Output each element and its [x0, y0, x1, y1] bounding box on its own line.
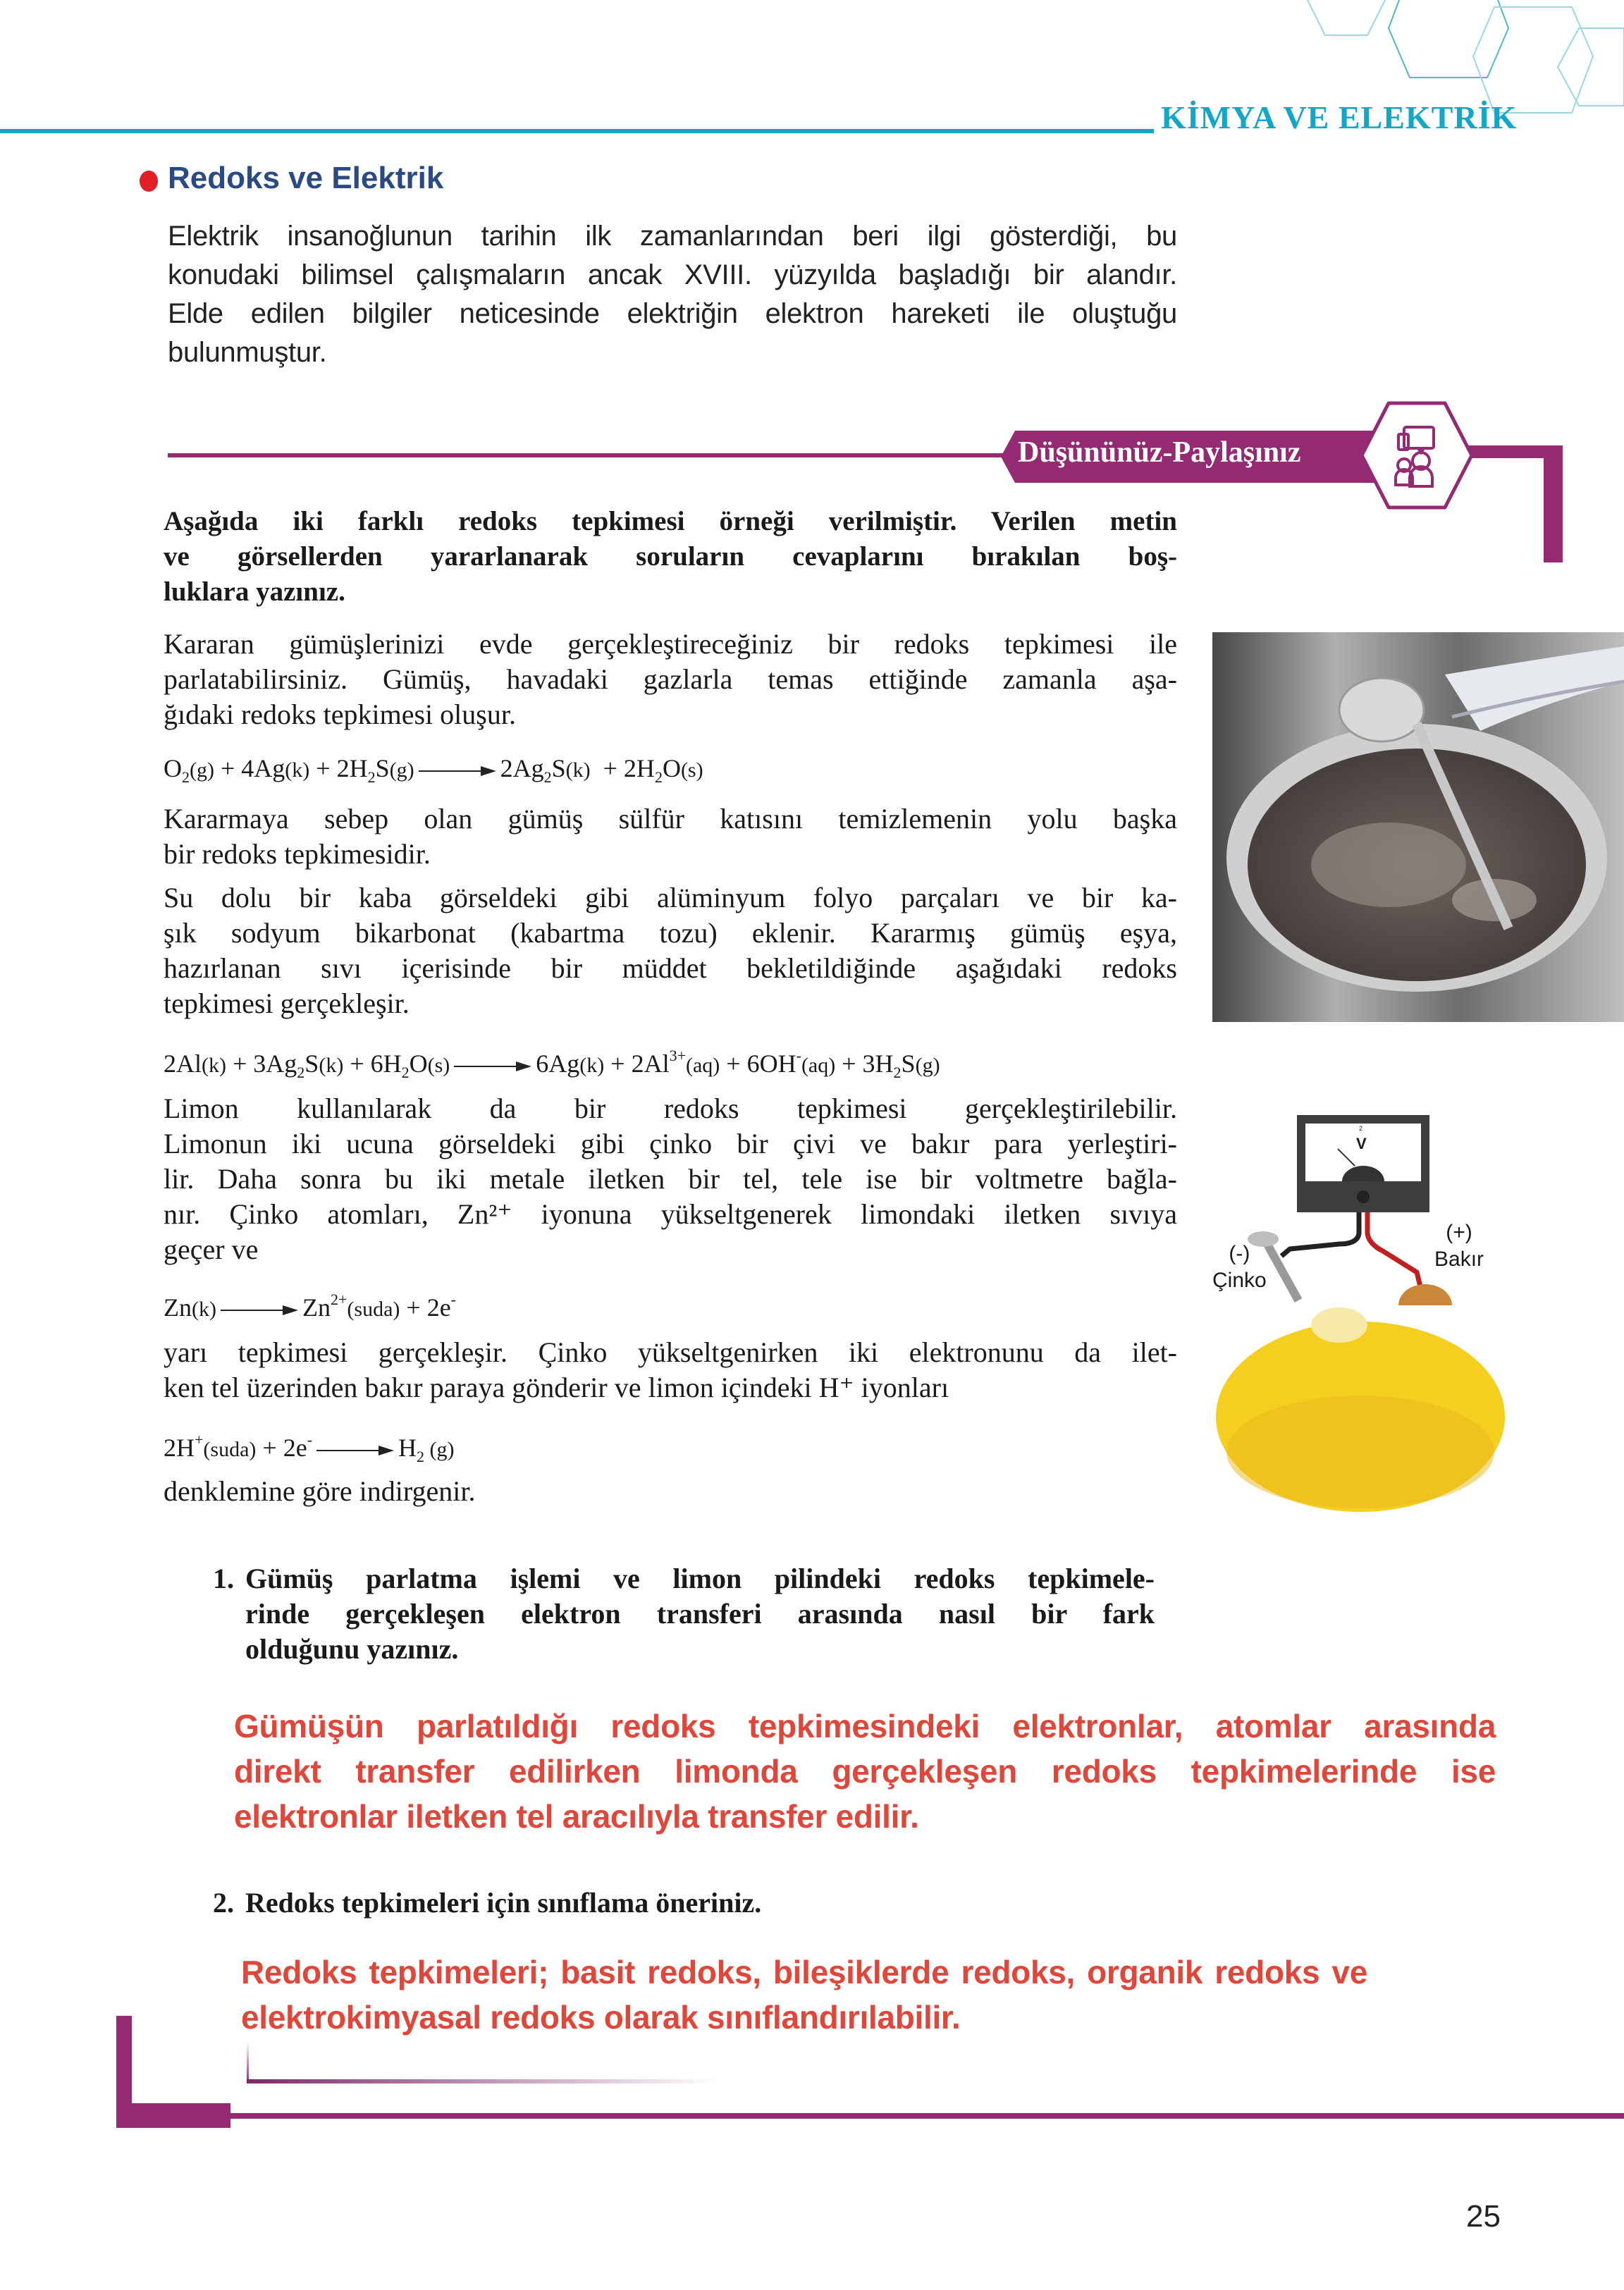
text-line: Kararan gümüşlerinizi evde gerçekleştireceğiniz bir redoks tepkimesi ile — [164, 628, 1177, 660]
formula-text: + 2e — [256, 1434, 307, 1462]
answer-1 — [234, 1704, 1496, 1839]
header-rule — [0, 129, 1154, 133]
text-line: lir. Daha sonra bu iki metale iletken bir tel, tele ise bir voltmetre bağla- — [164, 1163, 1177, 1195]
formula-text: + 3H — [835, 1049, 894, 1078]
state-label: (k) — [202, 1054, 226, 1077]
formula-text: S — [551, 754, 566, 782]
text-line: elektronlar iletken tel aracılıyla transfer edilir. — [234, 1798, 919, 1835]
text-line: yarı tepkimesi gerçekleşir. Çinko yükseltgenirken iki elektronunu da ilet- — [164, 1336, 1177, 1368]
state-label: (s) — [680, 758, 703, 782]
text-line: ve görsellerden yararlanarak soruların cevaplarını bırakılan boş- — [164, 541, 1177, 572]
superscript: - — [450, 1291, 456, 1308]
text-line: Elde edilen bilgiler neticesinde elektriğin elektron hareketi ile oluştuğu — [168, 298, 1177, 329]
superscript: - — [796, 1047, 801, 1064]
state-label: (k) — [319, 1054, 344, 1077]
voltmeter-scale-mark: 2 — [1359, 1125, 1363, 1132]
text-line: bir redoks tepkimesidir. — [164, 838, 431, 870]
subscript: 2 — [297, 1064, 305, 1081]
superscript: - — [307, 1431, 313, 1448]
formula-text: O — [164, 754, 182, 782]
text-line: şık sodyum bikarbonat (kabartma tozu) eklenir. Kararmış gümüş eşya, — [164, 917, 1177, 949]
subscript: 2 — [893, 1064, 902, 1081]
chapter-title: KİMYA VE ELEKTRİK — [1161, 99, 1518, 135]
text-line: luklara yazınız. — [164, 577, 345, 607]
intro-paragraph — [168, 217, 1177, 372]
superscript: 2+ — [330, 1291, 347, 1308]
state-label: (g) — [190, 758, 214, 782]
text-line: Limonun iki ucuna görseldeki gibi çinko bir çivi ve bakır para yerleştiri- — [164, 1128, 1177, 1159]
superscript: + — [195, 1431, 204, 1448]
state-label: (k) — [285, 758, 310, 782]
text-line: ken tel üzerinden bakır paraya gönderir ve limon içindeki H⁺ iyonları — [164, 1372, 949, 1403]
reaction-arrow-icon — [454, 1059, 531, 1073]
text-line: Su dolu bir kaba görseldeki gibi alüminyum folyo parçaları ve bir ka- — [164, 882, 1177, 913]
negative-sign-label: (-) — [1229, 1242, 1250, 1265]
state-label: (aq) — [686, 1054, 720, 1077]
text-line: Gümüş parlatma işlemi ve limon pilindeki redoks tepkimele- — [245, 1563, 1155, 1594]
text-line: parlatabilirsiniz. Gümüş, havadaki gazlarla temas ettiğinde zamanla aşa- — [164, 663, 1177, 695]
text-line: olduğunu yazınız. — [245, 1633, 459, 1665]
subscript: 2 — [417, 1448, 425, 1465]
state-label: (suda) — [347, 1298, 400, 1321]
formula-text: O — [662, 754, 681, 782]
text-line: denklemine göre indirgenir. — [164, 1475, 476, 1507]
formula-text: S — [375, 754, 390, 782]
paragraph-electron-transfer — [164, 1335, 1177, 1405]
text-line: elektrokimyasal redoks olarak sınıflandırılabilir. — [241, 1999, 961, 2036]
question-2-number: 2. — [213, 1887, 234, 1919]
reaction-arrow-icon — [221, 1303, 298, 1317]
formula-text: + 2Al — [604, 1049, 670, 1078]
subscript: 2 — [367, 768, 376, 786]
state-label: (suda) — [203, 1438, 257, 1461]
formula-text: + 3Ag — [226, 1049, 297, 1078]
bullet-dot-icon — [140, 171, 158, 192]
state-label: (s) — [427, 1054, 450, 1077]
reaction-arrow-icon — [419, 764, 496, 778]
formula-text: 2H — [164, 1434, 195, 1462]
paragraph-silver-tarnish — [164, 627, 1177, 732]
formula-text: Zn — [164, 1293, 192, 1322]
text-line: nır. Çinko atomları, Zn²⁺ iyonuna yükseltgenerek limondaki iletken sıvıya — [164, 1198, 1177, 1230]
paragraph-cleaning — [164, 801, 1177, 872]
paragraph-conclusion — [164, 1474, 1177, 1509]
formula-text: 2Al — [164, 1049, 202, 1078]
text-line: direkt transfer edilirken limonda gerçekleşen redoks tepkimelerinde ise — [234, 1753, 1496, 1790]
subscript: 2 — [182, 768, 190, 786]
text-line: Aşağıda iki farklı redoks tepkimesi örneği verilmiştir. Verilen metin — [164, 506, 1177, 536]
text-line: geçer ve — [164, 1233, 259, 1265]
formula-text: S — [901, 1049, 916, 1078]
equation-tarnish — [164, 751, 703, 795]
question-1-text — [245, 1561, 1155, 1667]
text-line: Gümüşün parlatıldığı redoks tepkimesindeki elektronlar, atomlar arasında — [234, 1708, 1496, 1744]
formula-text: + 4Ag — [214, 754, 285, 782]
formula-text: + 2e — [400, 1293, 451, 1322]
text-line: tepkimesi gerçekleşir. — [164, 987, 410, 1019]
silver-spoon-in-pot-photo — [1212, 632, 1624, 1022]
paragraph-lemon — [164, 1091, 1177, 1267]
zinc-label: Çinko — [1212, 1269, 1267, 1292]
section-title: Redoks ve Elektrik — [168, 161, 444, 195]
formula-text: 2Ag — [500, 754, 544, 782]
formula-text: O — [409, 1049, 428, 1078]
text-line: Limon kullanılarak da bir redoks tepkimesi gerçekleştirilebilir. — [164, 1092, 1177, 1124]
formula-text: S — [304, 1049, 319, 1078]
equation-zinc-oxidation — [164, 1282, 456, 1327]
formula-text: + 2H — [590, 754, 655, 782]
text-line: Elektrik insanoğlunun tarihin ilk zamanlarından beri ilgi gösterdiği, bu — [168, 221, 1177, 252]
positive-sign-label: (+) — [1446, 1221, 1472, 1244]
state-label: (k) — [565, 758, 591, 782]
text-line: ğıdaki redoks tepkimesi oluşur. — [164, 698, 516, 730]
page-number: 25 — [1466, 2199, 1501, 2234]
text-line: hazırlanan sıvı içerisinde bir müddet bekletildiğinde aşağıdaki redoks — [164, 952, 1177, 984]
paragraph-procedure — [164, 880, 1177, 1021]
subscript: 2 — [401, 1064, 410, 1081]
text-line: bulunmuştur. — [168, 337, 327, 368]
formula-text: + 6H — [343, 1049, 402, 1078]
text-line: rinde gerçekleşen elektron transferi arasında nasıl bir fark — [245, 1598, 1155, 1630]
footer-bracket-block — [116, 2103, 230, 2128]
discussion-people-icon — [1359, 400, 1475, 510]
subscript: 2 — [543, 768, 552, 786]
answer-area-bracket-horizontal — [247, 2079, 719, 2083]
lemon-battery-figure — [1198, 1100, 1515, 1522]
answer-2 — [241, 1950, 1367, 2040]
formula-text: H — [398, 1434, 417, 1462]
formula-text: Zn — [302, 1293, 331, 1322]
banner-rule — [168, 453, 1014, 457]
state-label: (g) — [389, 758, 414, 782]
question-1-number: 1. — [213, 1563, 234, 1594]
answer-area-bracket-vertical — [247, 2042, 249, 2083]
state-label: (g) — [424, 1438, 455, 1461]
state-label: (aq) — [801, 1054, 836, 1077]
footer-rule — [230, 2113, 1624, 2119]
state-label: (k) — [579, 1054, 605, 1077]
equation-cleaning — [164, 1038, 940, 1090]
lemon-battery-illustration — [1198, 1100, 1515, 1522]
activity-instruction — [164, 504, 1177, 610]
subscript: 2 — [654, 768, 663, 786]
text-line: konudaki bilimsel çalışmaların ancak XVIII. yüzyılda başladığı bir alandır. — [168, 259, 1177, 290]
text-line: Kararmaya sebep olan gümüş sülfür katısını temizlemenin yolu başka — [164, 803, 1177, 835]
banner-label: Düşününüz-Paylaşınız — [1018, 436, 1301, 469]
formula-text: + 2H — [309, 754, 368, 782]
state-label: (g) — [915, 1054, 940, 1077]
reaction-arrow-icon — [316, 1443, 394, 1458]
formula-text: 6Ag — [536, 1049, 580, 1078]
superscript: 3+ — [669, 1047, 686, 1064]
text-line: Redoks tepkimeleri; basit redoks, bileşiklerde redoks, organik redoks ve — [241, 1954, 1367, 1990]
copper-label: Bakır — [1434, 1248, 1484, 1271]
text-line: Redoks tepkimeleri için sınıflama öneriniz. — [245, 1887, 762, 1919]
banner-bracket-vertical — [1544, 445, 1563, 562]
voltmeter-symbol: V — [1356, 1135, 1367, 1152]
question-2-text — [245, 1885, 761, 1921]
state-label: (k) — [192, 1298, 216, 1321]
equation-hydrogen-reduction — [164, 1422, 455, 1475]
formula-text: + 6OH — [720, 1049, 796, 1078]
